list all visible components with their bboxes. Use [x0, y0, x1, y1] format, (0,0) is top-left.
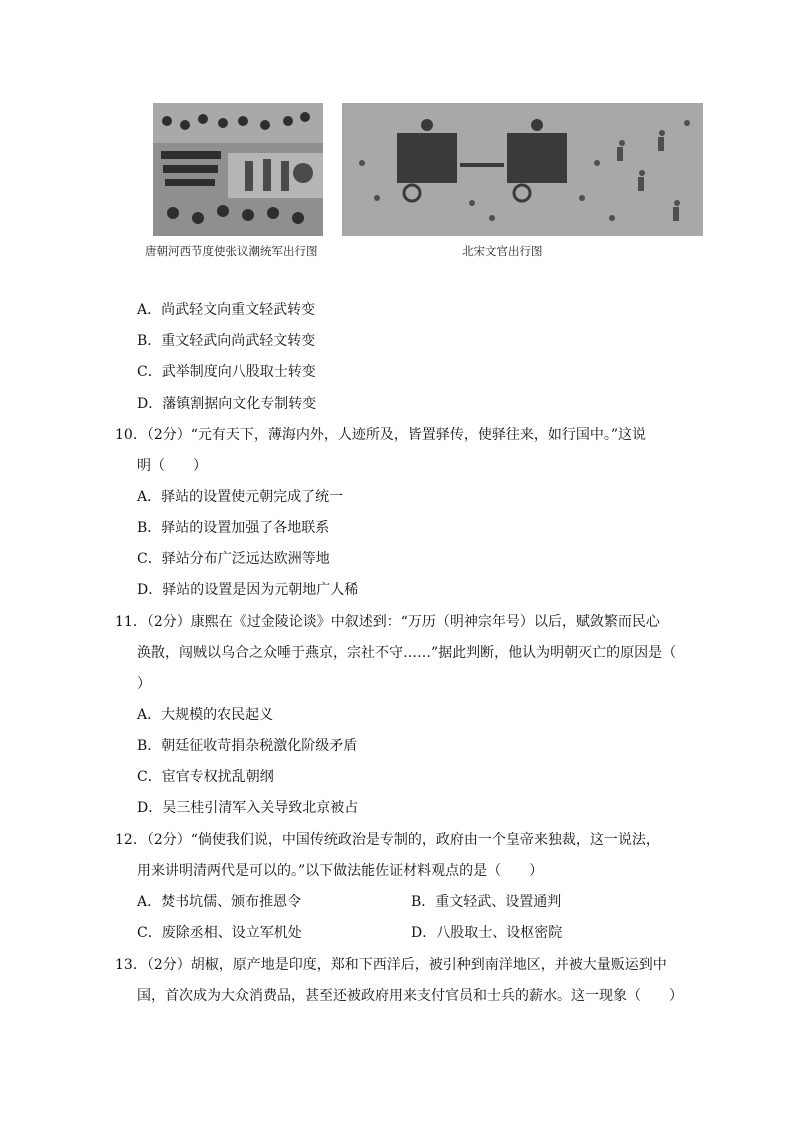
- q10-option-d[interactable]: D．驿站的设置是因为元朝地广人稀: [137, 582, 359, 598]
- q9-option-c[interactable]: C．武举制度向八股取士转变: [137, 364, 316, 380]
- q9-option-d[interactable]: D．藩镇割据向文化专制转变: [137, 396, 317, 412]
- q12-stem-line1: 12．（2分）“倘使我们说，中国传统政治是专制的，政府由一个皇帝来独裁，这一说法，: [115, 832, 660, 848]
- q9-option-a[interactable]: A．尚武轻文向重文轻武转变: [137, 302, 316, 318]
- q10-option-a[interactable]: A．驿站的设置使元朝完成了统一: [137, 489, 344, 505]
- q9-option-b[interactable]: B．重文轻武向尚武轻文转变: [137, 333, 316, 349]
- q12-option-b[interactable]: B．重文轻武、设置通判: [411, 894, 562, 910]
- q12-stem-line2: 用来讲明清两代是可以的。”以下做法能佐证材料观点的是（ ）: [137, 863, 544, 879]
- q11-stem-line1: 11．（2分）康熙在《过金陵论谈》中叙述到：“万历（明神宗年号）以后，赋敛繁而民心: [115, 614, 660, 630]
- q12-option-d[interactable]: D．八股取士、设枢密院: [411, 925, 563, 941]
- q13-stem-line1: 13．（2分）胡椒，原产地是印度，郑和下西洋后，被引种到南洋地区，并被大量贩运到中: [115, 957, 667, 973]
- q13-stem-line2: 国，首次成为大众消费品，甚至还被政府用来支付官员和士兵的薪水。这一现象（ ）: [137, 988, 683, 1004]
- q11-option-d[interactable]: D．吴三桂引清军入关导致北京被占: [137, 800, 359, 816]
- q12-option-a[interactable]: A．焚书坑儒、颁布推恩令: [137, 894, 302, 910]
- q12-option-c[interactable]: C．废除丞相、设立军机处: [137, 925, 302, 941]
- q11-stem-line2: 涣散，闯贼以乌合之众唾于燕京，宗社不守……”据此判断，他认为明朝灭亡的原因是（: [137, 645, 677, 661]
- q10-option-b[interactable]: B．驿站的设置加强了各地联系: [137, 520, 330, 536]
- song-official-procession-image: [342, 103, 703, 236]
- left-figure-caption: 唐朝河西节度使张议潮统军出行图: [145, 244, 318, 258]
- tang-procession-image: [153, 103, 323, 236]
- q10-stem-line2: 明（ ）: [137, 458, 207, 474]
- q10-option-c[interactable]: C．驿站分布广泛远达欧洲等地: [137, 551, 330, 567]
- q10-stem-line1: 10．（2分）“元有天下，薄海内外，人迹所及，皆置驿传，使驿往来，如行国中。”这说: [115, 427, 647, 443]
- q11-option-a[interactable]: A．大规模的农民起义: [137, 707, 274, 723]
- right-figure-caption: 北宋文官出行图: [462, 244, 543, 258]
- q11-stem-line3: ）: [137, 676, 151, 692]
- q11-option-b[interactable]: B．朝廷征收苛捐杂税激化阶级矛盾: [137, 738, 358, 754]
- q11-option-c[interactable]: C．宦官专权扰乱朝纲: [137, 769, 274, 785]
